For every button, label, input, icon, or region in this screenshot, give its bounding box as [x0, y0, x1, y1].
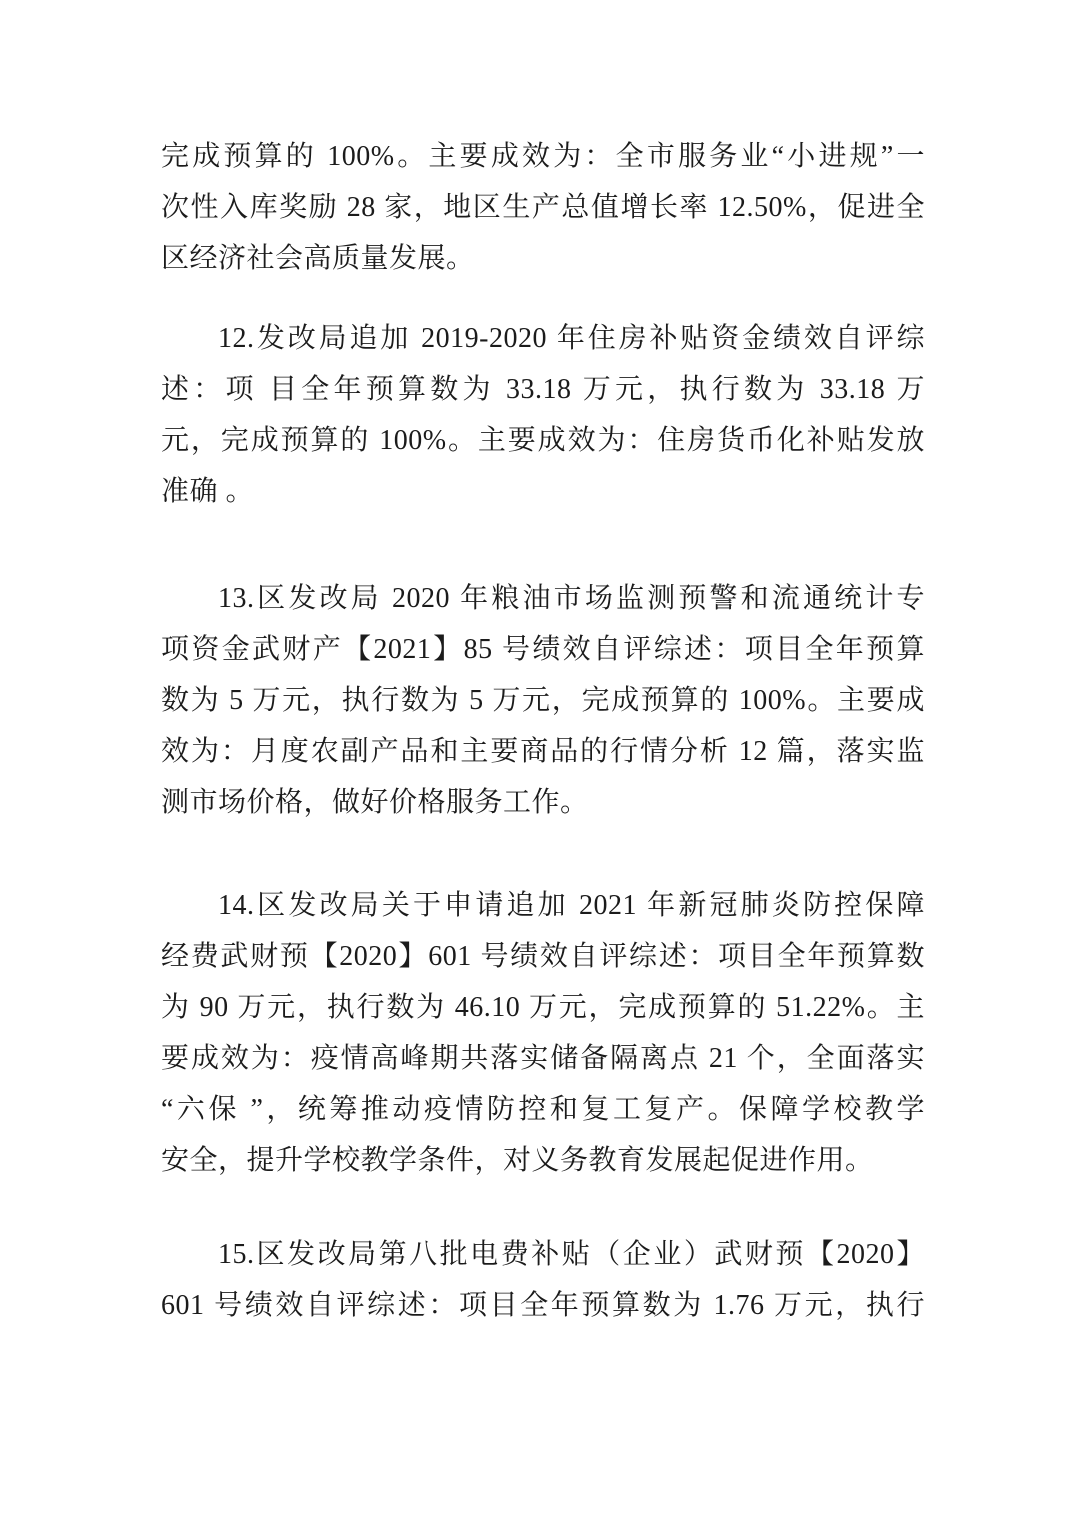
text-line: 601 号绩效自评综述：项目全年预算数为 1.76 万元，执行	[161, 1290, 925, 1321]
paragraph-11-continuation	[161, 131, 925, 284]
text-line: 述：项 目全年预算数为 33.18 万元，执行数为 33.18 万	[161, 374, 925, 405]
text-line: 项资金武财产【2021】85 号绩效自评综述：项目全年预算	[161, 634, 925, 665]
text-line: 经费武财预【2020】601 号绩效自评综述：项目全年预算数	[161, 941, 925, 972]
text-line: 14.区发改局关于申请追加 2021 年新冠肺炎防控保障	[218, 890, 925, 921]
text-line: 次性入库奖励 28 家，地区生产总值增长率 12.50%，促进全	[161, 192, 925, 223]
text-line: 数为 5 万元，执行数为 5 万元，完成预算的 100%。主要成	[161, 685, 925, 716]
text-line: “六保 ”，统筹推动疫情防控和复工复产。保障学校教学	[161, 1094, 925, 1125]
paragraph-14	[161, 880, 925, 1186]
text-line: 安全，提升学校教学条件，对义务教育发展起促进作用。	[161, 1145, 874, 1176]
paragraph-12	[161, 313, 925, 517]
text-line: 区经济社会高质量发展。	[161, 243, 475, 274]
text-line: 为 90 万元，执行数为 46.10 万元，完成预算的 51.22%。主	[161, 992, 925, 1023]
text-line: 完成预算的 100%。主要成效为：全市服务业“小进规”一	[161, 141, 925, 172]
paragraph-13	[161, 573, 925, 828]
text-line: 元，完成预算的 100%。主要成效为：住房货币化补贴发放	[161, 425, 925, 456]
text-line: 15.区发改局第八批电费补贴（企业）武财预【2020】	[218, 1239, 925, 1270]
paragraph-15	[161, 1229, 925, 1331]
text-line: 12.发改局追加 2019-2020 年住房补贴资金绩效自评综	[218, 323, 925, 354]
text-line: 准确 。	[161, 476, 255, 507]
text-line: 13.区发改局 2020 年粮油市场监测预警和流通统计专	[218, 583, 925, 614]
text-line: 测市场价格，做好价格服务工作。	[161, 787, 589, 818]
text-line: 要成效为：疫情高峰期共落实储备隔离点 21 个，全面落实	[161, 1043, 925, 1074]
text-line: 效为：月度农副产品和主要商品的行情分析 12 篇，落实监	[161, 736, 925, 767]
